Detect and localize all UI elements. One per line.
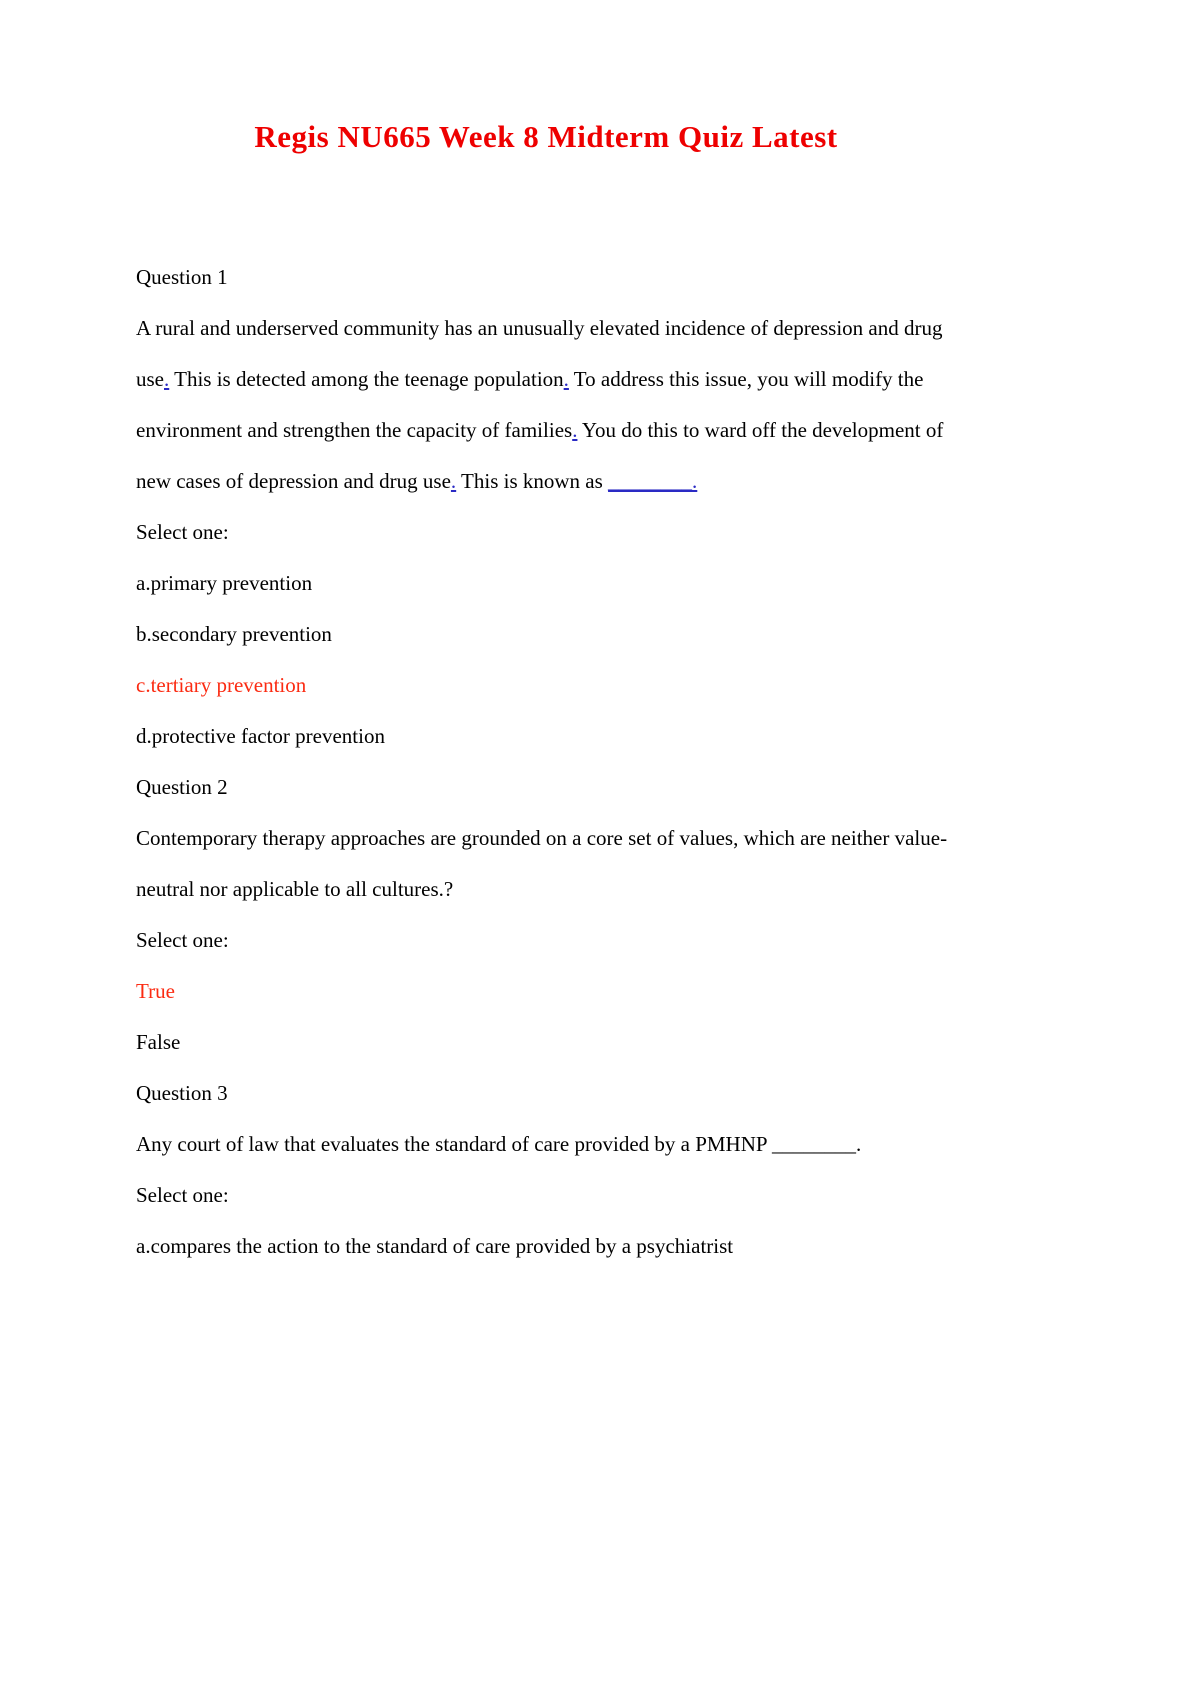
document-title: Regis NU665 Week 8 Midterm Quiz Latest <box>254 119 838 154</box>
question-1-option-c-answer: c.tertiary prevention <box>136 673 307 697</box>
question-1-option-b: b.secondary prevention <box>136 622 332 646</box>
q1-text-segment: This is detected among the teenage population <box>169 367 564 391</box>
question-1-label: Question 1 <box>136 265 228 289</box>
document-body <box>136 252 956 1272</box>
q1-text-segment: This is known as <box>456 469 609 493</box>
q1-fill-in-blank: ________. <box>608 469 698 493</box>
q1-text-segment: You do this to ward off the development of new cases of depression and drug use <box>136 418 944 493</box>
q1-text-segment: A rural and underserved community has an unusually elevated incidence of depression and drug use <box>136 316 943 391</box>
question-1-option-d: d.protective factor prevention <box>136 724 385 748</box>
question-1-option-a: a.primary prevention <box>136 571 313 595</box>
q1-blue-period: . <box>572 418 578 442</box>
q1-blue-period: . <box>164 367 170 391</box>
question-2-option-false: False <box>136 1030 181 1054</box>
question-3-text: Any court of law that evaluates the standard of care provided by a PMHNP ________. <box>136 1132 862 1156</box>
question-3-option-a: a.compares the action to the standard of care provided by a psychiatrist <box>136 1234 734 1258</box>
q1-blue-period: . <box>563 367 569 391</box>
question-1-text <box>136 303 956 507</box>
q1-blue-period: . <box>450 469 457 493</box>
question-3-label: Question 3 <box>136 1081 228 1105</box>
question-1-select-one-label: Select one: <box>136 520 229 544</box>
question-2-option-true-answer: True <box>136 979 175 1003</box>
question-3-select-one-label: Select one: <box>136 1183 229 1207</box>
question-2-select-one-label: Select one: <box>136 928 229 952</box>
question-2-label: Question 2 <box>136 775 228 799</box>
q1-text-segment: To address this issue, you will modify the environment and strengthen the capacity of families <box>136 367 924 442</box>
question-2-text: Contemporary therapy approaches are grounded on a core set of values, which are neither value-neutral nor applicable to all cultures.? <box>136 826 948 901</box>
